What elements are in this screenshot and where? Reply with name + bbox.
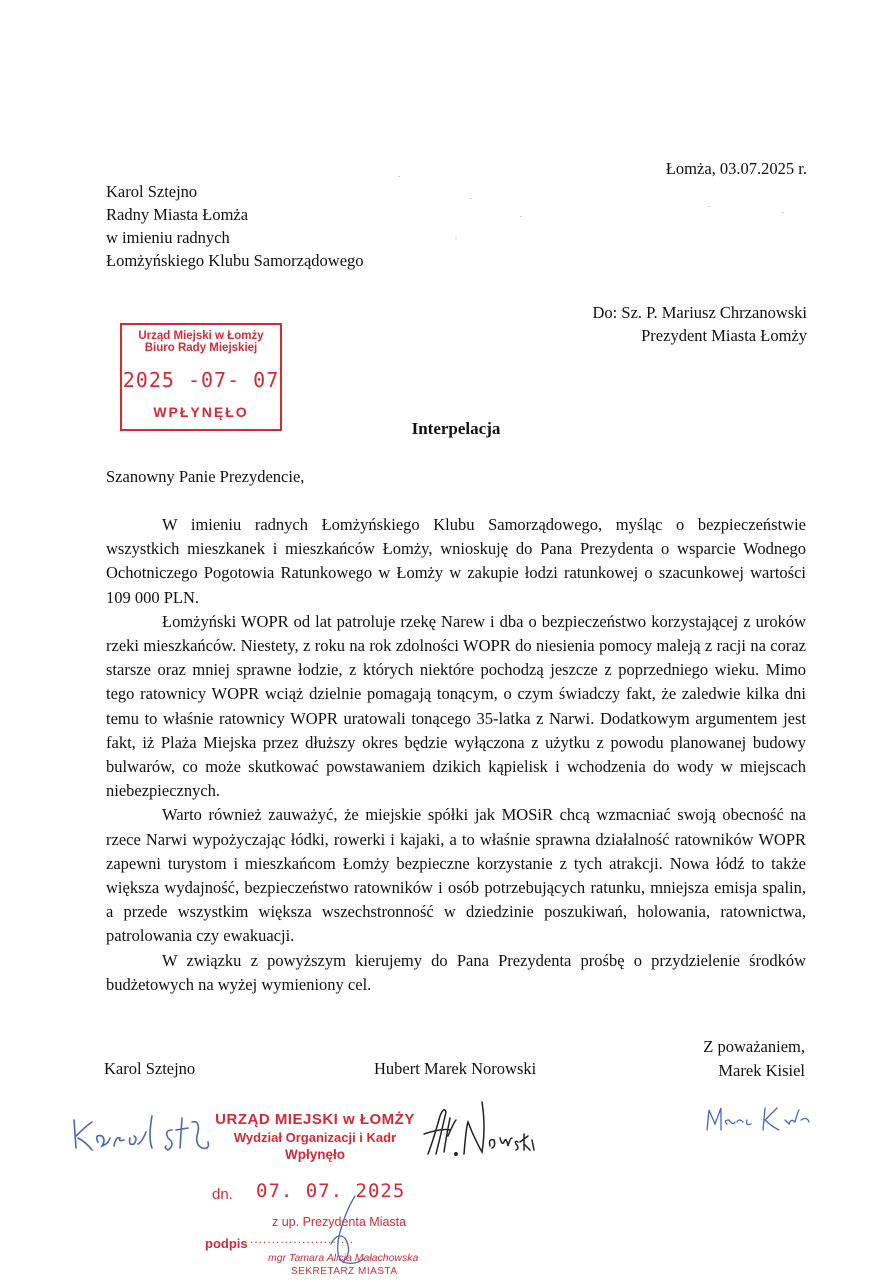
received-stamp — [120, 323, 282, 431]
sender-club: Łomżyńskiego Klubu Samorządowego — [106, 251, 364, 270]
sender-role: Radny Miasta Łomża — [106, 205, 249, 224]
stamp-department: Biuro Rady Miejskiej — [144, 342, 258, 354]
recipient-title: Prezydent Miasta Łomży — [641, 326, 807, 345]
stamp-date: 2025 -07- 07 — [122, 368, 280, 392]
handwritten-signature-first — [68, 1108, 218, 1168]
letter-body — [106, 513, 806, 997]
office-stamp-signature-line: ........................ — [250, 1232, 355, 1246]
recipient-block — [593, 301, 807, 347]
place-date: Łomża, 03.07.2025 r. — [665, 159, 807, 178]
handwritten-signature-third — [703, 1100, 813, 1138]
stamp-label: WPŁYNĘŁO — [153, 404, 249, 420]
office-stamp-official-name: mgr Tamara Alicja Małachowska — [268, 1252, 419, 1264]
office-stamp-authorization: z up. Prezydenta Miasta — [272, 1215, 407, 1229]
signatory-first: Karol Sztejno — [104, 1059, 196, 1078]
sender-name: Karol Sztejno — [106, 182, 198, 201]
closing-block — [703, 1035, 805, 1083]
closing-salutation: Z poważaniem, — [703, 1037, 805, 1056]
office-stamp-signature-label: podpis — [205, 1236, 248, 1251]
paragraph: W związku z powyższym kierujemy do Pana Prezydenta prośbę o przydzielenie środków budżetowych na wyżej wymieniony cel. — [106, 950, 806, 994]
signatory-second: Hubert Marek Norowski — [374, 1059, 537, 1078]
greeting: Szanowny Panie Prezydencie, — [106, 467, 305, 486]
office-stamp-department: Wydział Organizacji i Kadr — [233, 1130, 397, 1145]
paragraph: Warto również zauważyć, że miejskie spółki jak MOSiR chcą wzmacniać swoją obecność na rzece Narwi wypożyczając łódki, rowerki i kajaki, a to właśnie sprawna działalność ratowników WOPR zapewni turystom i mieszkańcom Łomży bezpieczne korzystanie z tych atrakcji. Nowa łódź to także większa wydajność, bezpieczeństwo ratowników i osób potrzebujących ratunku, mniejsza emisja spalin, a przede wszystkim większa wszechstronność w dziedzinie poszukiwań, holowania, ratownictwa, patrolowania czy ewakuacji. — [106, 805, 806, 946]
office-stamp-title: URZĄD MIEJSKI w ŁOMŻY — [215, 1111, 415, 1128]
office-stamp-date: 07. 07. 2025 — [256, 1180, 406, 1202]
office-stamp-official-role: SEKRETARZ MIASTA — [291, 1266, 398, 1277]
scan-speck — [782, 212, 784, 213]
document-title: Interpelacja — [411, 419, 501, 438]
closing-signatory: Marek Kisiel — [718, 1061, 805, 1080]
paragraph: Łomżyński WOPR od lat patroluje rzekę Narew i dba o bezpieczeństwo korzystającej z uroków rzeki mieszkańców. Niestety, z roku na rok zdolności WOPR do niesienia pomocy maleją z racji na coraz starsze oraz mniej sprawne łodzie, z których niektóre pochodzą jeszcze z poprzedniego wieku. Mimo tego ratownicy WOPR wciąż dzielnie pomagają tonącym, o czym świadczy fakt, że zaledwie kilka dni temu to właśnie ratownicy WOPR uratowali tonącego 35-latka z Narwi. Dodatkowym argumentem jest fakt, iż Plaża Miejska przez dłuższy okres będzie wyłączona z użytku z powodu planowanej budowy bulwarów, co może skutkować powstawaniem dzikich kąpielisk i wchodzenia do wody w miejscach niebezpiecznych. — [106, 611, 806, 801]
stamp-office: Urząd Miejski w Łomży — [138, 330, 264, 342]
scan-speck — [398, 176, 400, 177]
handwritten-signature-second — [420, 1098, 540, 1162]
paragraph: W imieniu radnych Łomżyńskiego Klubu Samorządowego, myśląc o bezpieczeństwie wszystkich mieszkanek i mieszkańców Łomży, wnioskuję do Pana Prezydenta o wsparcie Wodnego Ochotniczego Pogotowia Ratunkowego w Łomży w zakupie łodzi ratunkowej o szacunkowej wartości 109 000 PLN. — [106, 515, 806, 607]
scan-speck — [470, 198, 472, 199]
scan-speck — [708, 206, 710, 207]
official-handwritten-signature — [315, 1192, 375, 1272]
sender-block — [106, 180, 364, 272]
office-stamp — [200, 1111, 430, 1162]
scan-speck — [455, 238, 457, 239]
sender-on-behalf: w imieniu radnych — [106, 228, 230, 247]
scan-speck — [520, 216, 522, 217]
office-stamp-date-label: dn. — [212, 1186, 233, 1203]
office-stamp-received: Wpłynęło — [285, 1147, 345, 1162]
recipient-name: Do: Sz. P. Mariusz Chrzanowski — [592, 303, 807, 322]
